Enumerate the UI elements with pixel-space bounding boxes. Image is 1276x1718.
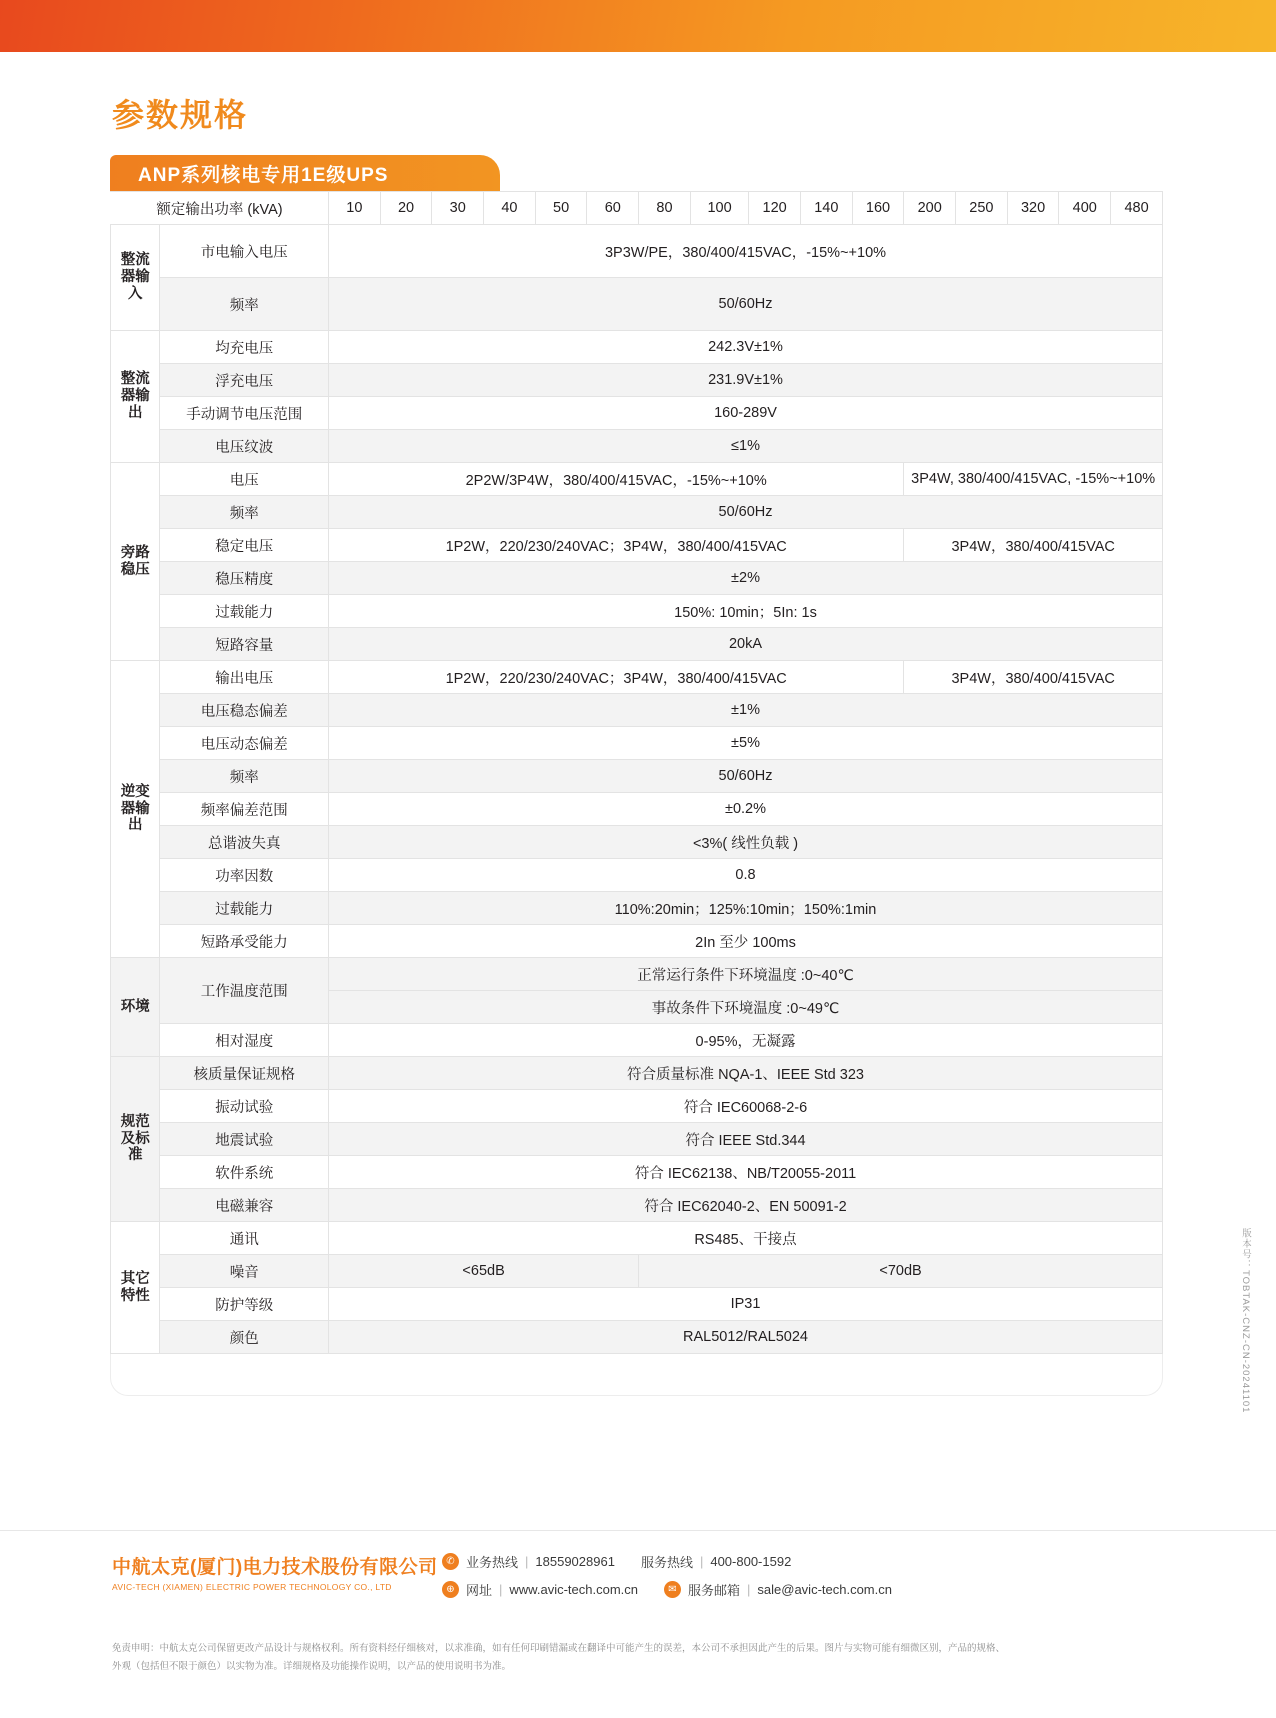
row-label: 噪音 [160,1255,329,1288]
contact-web-line [442,1580,1122,1599]
row-value: 231.9V±1% [329,364,1163,397]
table-row [111,529,1163,562]
row-value: RAL5012/RAL5024 [329,1321,1163,1354]
service-hotline-value: 400-800-1592 [710,1554,792,1569]
row-label: 总谐波失真 [160,826,329,859]
mail-icon: ✉ [664,1581,681,1598]
table-row [111,1222,1163,1255]
table-row [111,397,1163,430]
separator: | [525,1554,529,1569]
row-label: 稳定电压 [160,529,329,562]
rating-20: 20 [380,192,432,225]
row-label: 短路容量 [160,628,329,661]
table-row [111,463,1163,496]
row-value: 150%: 10min；5In: 1s [329,595,1163,628]
product-tab-label: ANP系列核电专用1E级UPS [110,155,500,191]
globe-icon: ⊕ [442,1581,459,1598]
row-value-secondary: 3P4W，380/400/415VAC [904,529,1163,562]
row-value: 符合 IEC62138、NB/T20055-2011 [329,1156,1163,1189]
row-value: ±2% [329,562,1163,595]
rating-480: 480 [1111,192,1163,225]
row-label: 稳压精度 [160,562,329,595]
row-value-secondary: 3P4W，380/400/415VAC [904,661,1163,694]
footer-divider [0,1530,1276,1531]
row-value: <3%( 线性负载 ) [329,826,1163,859]
row-label: 浮充电压 [160,364,329,397]
row-value: 2P2W/3P4W，380/400/415VAC，-15%~+10% [329,463,904,496]
row-label: 电磁兼容 [160,1189,329,1222]
table-row [111,958,1163,991]
rating-60: 60 [587,192,639,225]
row-value: IP31 [329,1288,1163,1321]
rating-400: 400 [1059,192,1111,225]
table-header-row [111,192,1163,225]
rating-80: 80 [639,192,691,225]
row-value: 50/60Hz [329,760,1163,793]
table-row [111,496,1163,529]
group-bypass-regulation: 旁路稳压 [111,463,160,661]
spec-table [110,191,1163,1354]
email-label: 服务邮箱 [688,1583,741,1598]
rating-250: 250 [956,192,1008,225]
table-row [111,225,1163,278]
table-row [111,859,1163,892]
row-value: 110%:20min；125%:10min；150%:1min [329,892,1163,925]
table-row [111,826,1163,859]
row-value: 事故条件下环境温度 :0~49℃ [329,991,1163,1024]
row-label: 电压动态偏差 [160,727,329,760]
row-value: ±5% [329,727,1163,760]
table-row [111,430,1163,463]
rating-320: 320 [1007,192,1059,225]
row-label: 相对湿度 [160,1024,329,1057]
sales-hotline-label: 业务热线 [466,1555,519,1570]
separator: | [747,1582,751,1597]
company-name-cn: 中航太克(厦门)电力技术股份有限公司 [112,1557,438,1578]
table-row [111,1189,1163,1222]
row-value: 50/60Hz [329,496,1163,529]
table-row [111,694,1163,727]
table-row [111,562,1163,595]
table-row [111,278,1163,331]
row-value: <65dB [329,1255,639,1288]
row-value: 50/60Hz [329,278,1163,331]
row-value-secondary: <70dB [639,1255,1163,1288]
table-row [111,1255,1163,1288]
rating-120: 120 [749,192,801,225]
group-rectifier-input: 整流器输入 [111,225,160,331]
row-label: 核质量保证规格 [160,1057,329,1090]
sales-hotline-value: 18559028961 [535,1554,615,1569]
website-value[interactable]: www.avic-tech.com.cn [509,1582,638,1597]
top-color-bar [0,0,1276,52]
table-row [111,793,1163,826]
row-value: 242.3V±1% [329,331,1163,364]
row-label: 过载能力 [160,892,329,925]
rating-200: 200 [904,192,956,225]
rating-50: 50 [535,192,587,225]
row-label: 手动调节电压范围 [160,397,329,430]
rating-160: 160 [852,192,904,225]
row-value: 20kA [329,628,1163,661]
table-row [111,364,1163,397]
page-title: 参数规格 [112,97,249,133]
row-value: 符合质量标准 NQA-1、IEEE Std 323 [329,1057,1163,1090]
row-label: 颜色 [160,1321,329,1354]
sheet-bottom-edge [110,1354,1163,1396]
table-row [111,595,1163,628]
phone-icon: ✆ [442,1553,459,1570]
table-row [111,1057,1163,1090]
row-value: 0-95%，无凝露 [329,1024,1163,1057]
row-value: 2In 至少 100ms [329,925,1163,958]
separator: | [499,1582,503,1597]
table-row [111,628,1163,661]
row-value: 1P2W，220/230/240VAC；3P4W，380/400/415VAC [329,661,904,694]
table-row [111,1288,1163,1321]
row-label: 工作温度范围 [160,958,329,1024]
spec-sheet [110,155,1163,1396]
group-other-features: 其它特性 [111,1222,160,1354]
row-label: 市电输入电压 [160,225,329,278]
row-label: 均充电压 [160,331,329,364]
company-name-en: AVIC-TECH (XIAMEN) ELECTRIC POWER TECHNOLOGY CO., LTD [112,1582,392,1592]
table-row [111,1090,1163,1123]
row-value: 1P2W，220/230/240VAC；3P4W，380/400/415VAC [329,529,904,562]
table-row [111,760,1163,793]
table-row [111,727,1163,760]
row-value-secondary: 3P4W, 380/400/415VAC, -15%~+10% [904,463,1163,496]
row-value: 符合 IEEE Std.344 [329,1123,1163,1156]
row-label: 频率偏差范围 [160,793,329,826]
row-label: 频率 [160,496,329,529]
separator: | [699,1554,704,1569]
row-label: 软件系统 [160,1156,329,1189]
rating-30: 30 [432,192,484,225]
disclaimer-line-1: 免责申明：中航太克公司保留更改产品设计与规格权利。所有资料经仔细核对，以求准确，如有任何印刷错漏或在翻译中可能产生的误差，本公司不承担因此产生的后果。图片与实物可能有细微区别，产品的规格、 [112,1643,1006,1654]
row-label: 电压 [160,463,329,496]
header-power-label: 额定输出功率 (kVA) [111,192,329,225]
row-value: 符合 IEC62040-2、EN 50091-2 [329,1189,1163,1222]
row-value: 3P3W/PE，380/400/415VAC，-15%~+10% [329,225,1163,278]
row-value: 160-289V [329,397,1163,430]
row-value: ≤1% [329,430,1163,463]
row-value: 符合 IEC60068-2-6 [329,1090,1163,1123]
row-label: 通讯 [160,1222,329,1255]
version-code: 版本号：TOBTAK-CNZ-CN-20241101 [1240,1228,1251,1414]
row-value: 正常运行条件下环境温度 :0~40℃ [329,958,1163,991]
row-label: 电压稳态偏差 [160,694,329,727]
table-row [111,1321,1163,1354]
row-value: ±0.2% [329,793,1163,826]
table-row [111,1123,1163,1156]
table-row [111,661,1163,694]
contact-phone-line [442,1552,1122,1571]
disclaimer [112,1640,1122,1676]
row-label: 地震试验 [160,1123,329,1156]
email-value[interactable]: sale@avic-tech.com.cn [757,1582,892,1597]
footer [112,1552,1112,1598]
row-label: 输出电压 [160,661,329,694]
row-label: 频率 [160,760,329,793]
group-inverter-output: 逆变器输出 [111,661,160,958]
website-label: 网址 [466,1583,493,1598]
rating-40: 40 [484,192,536,225]
table-row [111,892,1163,925]
row-label: 振动试验 [160,1090,329,1123]
group-rectifier-output: 整流器输出 [111,331,160,463]
row-label: 电压纹波 [160,430,329,463]
row-value: RS485、干接点 [329,1222,1163,1255]
row-value: ±1% [329,694,1163,727]
row-label: 防护等级 [160,1288,329,1321]
table-row [111,925,1163,958]
rating-100: 100 [690,192,748,225]
disclaimer-line-2: 外观（包括但不限于颜色）以实物为准。详细规格及功能操作说明，以产品的使用说明书为准。 [112,1661,512,1673]
row-label: 频率 [160,278,329,331]
table-row [111,1156,1163,1189]
row-label: 过载能力 [160,595,329,628]
group-standards: 规范及标准 [111,1057,160,1222]
row-label: 短路承受能力 [160,925,329,958]
table-row [111,331,1163,364]
row-label: 功率因数 [160,859,329,892]
rating-10: 10 [329,192,381,225]
contact-block [442,1552,1122,1608]
row-value: 0.8 [329,859,1163,892]
rating-140: 140 [800,192,852,225]
group-environment: 环境 [111,958,160,1057]
table-row [111,1024,1163,1057]
service-hotline-label: 服务热线 [640,1555,693,1570]
